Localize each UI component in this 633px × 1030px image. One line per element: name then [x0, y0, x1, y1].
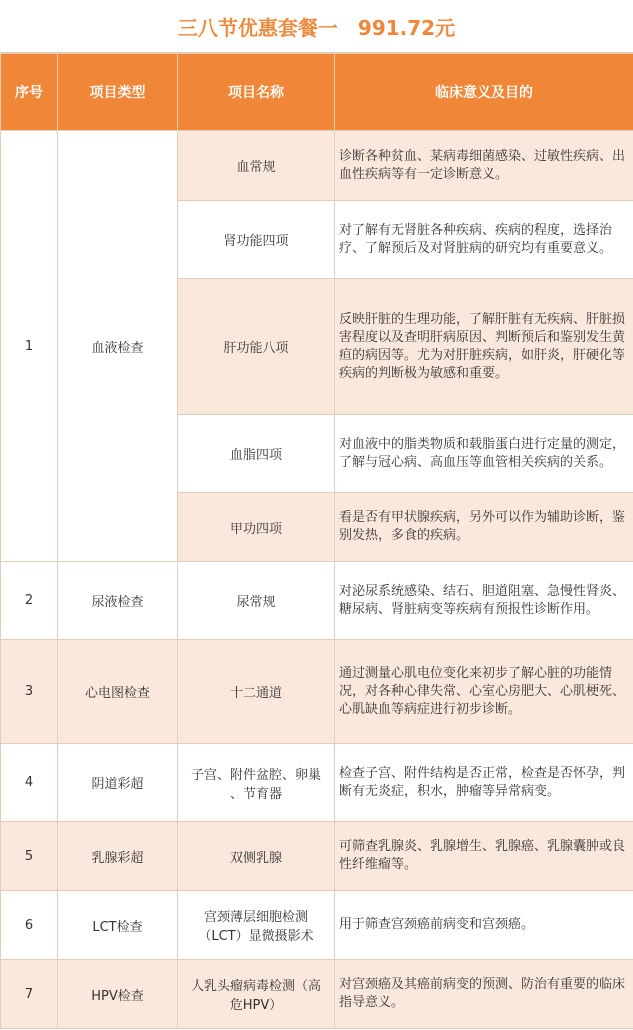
row-name: 双侧乳腺	[178, 822, 335, 891]
table-row	[1, 960, 633, 1029]
table-row	[1, 822, 633, 891]
row-desc: 看是否有甲状腺疾病，另外可以作为辅助诊断，鉴别发热，多食的疾病。	[335, 493, 633, 562]
row-desc: 通过测量心肌电位变化来初步了解心脏的功能情况，对各种心律失常、心室心房肥大、心肌梗死、心肌缺血等病症进行初步诊断。	[335, 640, 633, 744]
row-desc: 对了解有无肾脏各种疾病、疾病的程度，选择治疗、了解预后及对肾脏病的研究均有重要意义。	[335, 201, 633, 279]
table-row	[1, 744, 633, 822]
row-type: HPV检查	[58, 960, 178, 1029]
row-name: 甲功四项	[178, 493, 335, 562]
row-desc: 检查子宫、附件结构是否正常，检查是否怀孕，判断有无炎症，积水，肿瘤等异常病变。	[335, 744, 633, 822]
table-row	[1, 562, 633, 640]
row-name: 宫颈薄层细胞检测 （LCT）显微摄影术	[178, 891, 335, 960]
package-table	[0, 53, 633, 1029]
row-no: 6	[1, 891, 58, 960]
row-no: 4	[1, 744, 58, 822]
header-type: 项目类型	[58, 54, 178, 131]
row-type: 血液检查	[58, 131, 178, 562]
table-header-row	[1, 54, 633, 131]
row-name: 血常规	[178, 131, 335, 201]
row-desc: 对宫颈癌及其癌前病变的预测、防治有重要的临床指导意义。	[335, 960, 633, 1029]
row-type: 心电图检查	[58, 640, 178, 744]
row-name: 肾功能四项	[178, 201, 335, 279]
row-name: 血脂四项	[178, 415, 335, 493]
row-name: 尿常规	[178, 562, 335, 640]
row-type: 阴道彩超	[58, 744, 178, 822]
row-name: 十二通道	[178, 640, 335, 744]
row-name: 人乳头瘤病毒检测（高 危HPV）	[178, 960, 335, 1029]
row-desc: 对血液中的脂类物质和载脂蛋白进行定量的测定，了解与冠心病、高血压等血管相关疾病的关系。	[335, 415, 633, 493]
row-name: 肝功能八项	[178, 279, 335, 415]
row-desc: 可筛查乳腺炎、乳腺增生、乳腺癌、乳腺囊肿或良性纤维瘤等。	[335, 822, 633, 891]
row-type: 尿液检查	[58, 562, 178, 640]
row-name: 子宫、附件盆腔、卵巢 、节育器	[178, 744, 335, 822]
row-type: LCT检查	[58, 891, 178, 960]
row-no: 5	[1, 822, 58, 891]
header-no: 序号	[1, 54, 58, 131]
table-row	[1, 131, 633, 201]
header-name: 项目名称	[178, 54, 335, 131]
table-row	[1, 640, 633, 744]
row-no: 7	[1, 960, 58, 1029]
page-title: 三八节优惠套餐一 991.72元	[0, 0, 633, 53]
row-desc: 诊断各种贫血、某病毒细菌感染、过敏性疾病、出血性疾病等有一定诊断意义。	[335, 131, 633, 201]
header-desc: 临床意义及目的	[335, 54, 633, 131]
row-no: 3	[1, 640, 58, 744]
row-desc: 反映肝脏的生理功能，了解肝脏有无疾病、肝脏损害程度以及查明肝病原因、判断预后和鉴别发生黄疸的病因等。尤为对肝脏疾病，如肝炎，肝硬化等疾病的判断极为敏感和重要。	[335, 279, 633, 415]
row-desc: 用于筛查宫颈癌前病变和宫颈癌。	[335, 891, 633, 960]
row-desc: 对泌尿系统感染、结石、胆道阻塞、急慢性肾炎、糖尿病、肾脏病变等疾病有预报性诊断作用。	[335, 562, 633, 640]
row-no: 2	[1, 562, 58, 640]
table-row	[1, 891, 633, 960]
row-type: 乳腺彩超	[58, 822, 178, 891]
row-no: 1	[1, 131, 58, 562]
